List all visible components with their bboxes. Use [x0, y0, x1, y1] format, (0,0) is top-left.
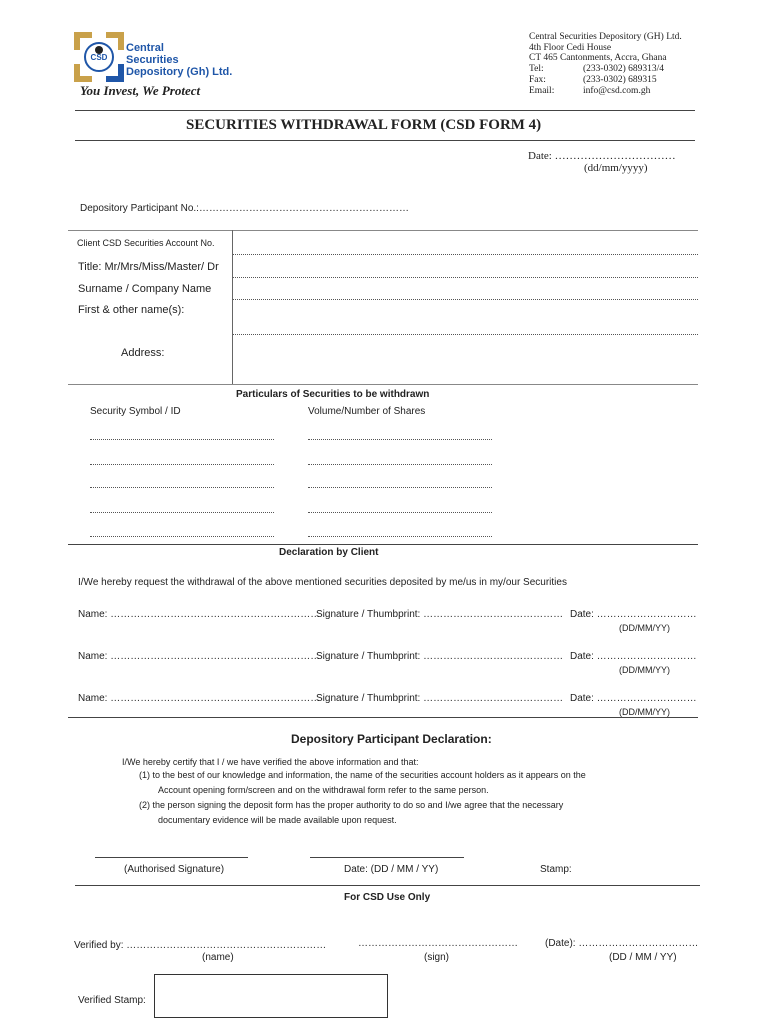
col-volume: Volume/Number of Shares [308, 406, 426, 417]
first-names-input[interactable] [232, 334, 698, 335]
security-row-4-symbol[interactable] [90, 512, 274, 513]
form-title: SECURITIES WITHDRAWAL FORM (CSD FORM 4) [186, 117, 542, 133]
dp-declaration-item-2b: documentary evidence will be made available upon request. [158, 815, 397, 825]
security-row-3-volume[interactable] [308, 487, 492, 488]
header-divider [75, 110, 695, 111]
dp-number-field[interactable]: Depository Participant No.:……………………………………………………… [80, 203, 409, 214]
fax-label: Fax: [529, 74, 546, 85]
client-1-name[interactable]: Name: ……………………………………………………… [78, 609, 321, 620]
verified-date-format: (DD / MM / YY) [609, 952, 677, 963]
logo-mark: CSD [90, 53, 108, 62]
verified-stamp-label: Verified Stamp: [78, 995, 146, 1006]
email-value: info@csd.com.gh [583, 85, 651, 96]
logo-line3: Depository (Gh) Ltd. [126, 66, 233, 78]
client-1-date[interactable]: Date: ………………………… [570, 609, 697, 620]
title-divider [75, 140, 695, 141]
form-column-divider [232, 230, 233, 384]
client-2-date[interactable]: Date: ………………………… [570, 651, 697, 662]
contact-address: CT 465 Cantonments, Accra, Ghana [529, 53, 667, 64]
security-row-2-symbol[interactable] [90, 464, 274, 465]
dp-declaration-item-2a: (2) the person signing the deposit form has the proper authority to do so and I/we agree that the necessary [139, 800, 564, 810]
address-label: Address: [121, 347, 165, 359]
first-names-label: First & other name(s): [78, 304, 185, 316]
form-date[interactable]: Date: …………………………… [528, 150, 676, 162]
dp-date-label: Date: (DD / MM / YY) [344, 864, 439, 875]
client-3-date[interactable]: Date: ………………………… [570, 693, 697, 704]
verified-by-field[interactable]: Verified by: …………………………………………………… [74, 940, 327, 951]
contact-block [529, 32, 682, 96]
logo-line1: Central [126, 42, 164, 54]
dp-declaration-item-1a: (1) to the best of our knowledge and information, the name of the securities account holders as it appears on the [139, 770, 586, 780]
email-label: Email: [529, 85, 555, 96]
dp-date-line[interactable] [310, 857, 464, 858]
surname-input[interactable] [232, 299, 698, 300]
csd-use-heading: For CSD Use Only [344, 892, 431, 903]
securities-heading: Particulars of Securities to be withdrawn [236, 389, 430, 400]
security-row-5-symbol[interactable] [90, 536, 274, 537]
client-2-date-format: (DD/MM/YY) [619, 665, 670, 675]
logo-line2: Securities [126, 54, 179, 66]
title-input[interactable] [232, 277, 698, 278]
client-account-input[interactable] [232, 254, 698, 255]
client-3-date-format: (DD/MM/YY) [619, 707, 670, 717]
declaration-bottom [68, 717, 698, 718]
section-divider [68, 230, 698, 231]
auth-signature-label: (Authorised Signature) [124, 864, 225, 875]
contact-company: Central Securities Depository (GH) Ltd. [529, 32, 682, 42]
dp-stamp-label: Stamp: [540, 864, 572, 875]
surname-label: Surname / Company Name [78, 283, 212, 295]
dp-declaration-heading: Depository Participant Declaration: [291, 732, 492, 746]
tagline: You Invest, We Protect [80, 83, 201, 98]
declaration-heading: Declaration by Client [279, 547, 379, 558]
client-1-date-format: (DD/MM/YY) [619, 623, 670, 633]
form-date-format: (dd/mm/yyyy) [584, 162, 648, 174]
security-row-2-volume[interactable] [308, 464, 492, 465]
security-row-4-volume[interactable] [308, 512, 492, 513]
verified-by-name-label: (name) [202, 952, 234, 963]
tel-value: (233-0302) 689313/4 [583, 64, 665, 75]
dp-declaration-item-1b: Account opening form/screen and on the withdrawal form refer to the same person. [158, 785, 489, 795]
dp-declaration-intro: I/We hereby certify that I / we have verified the above information and that: [122, 757, 419, 767]
client-account-label: Client CSD Securities Account No. [77, 238, 215, 248]
client-2-signature[interactable]: Signature / Thumbprint: …………………………………… [316, 651, 564, 662]
title-label: Title: Mr/Mrs/Miss/Master/ Dr [78, 261, 219, 273]
verified-sign-field[interactable]: ………………………………………… [358, 938, 518, 949]
csd-logo [70, 28, 128, 86]
dp-declaration-bottom [75, 885, 700, 886]
declaration-text: I/We hereby request the withdrawal of the above mentioned securities deposited by me/us in my/our Securities [78, 577, 567, 588]
col-security-symbol: Security Symbol / ID [90, 406, 181, 417]
tel-label: Tel: [529, 64, 544, 75]
address-bottom [68, 384, 698, 385]
fax-value: (233-0302) 689315 [583, 74, 657, 85]
security-row-1-volume[interactable] [308, 439, 492, 440]
verified-date-field[interactable]: (Date): ……………………………… [545, 938, 699, 949]
client-3-name[interactable]: Name: ……………………………………………………… [78, 693, 321, 704]
auth-signature-line[interactable] [95, 857, 248, 858]
verified-sign-label: (sign) [424, 952, 450, 963]
security-row-5-volume[interactable] [308, 536, 492, 537]
client-2-name[interactable]: Name: ……………………………………………………… [78, 651, 321, 662]
client-1-signature[interactable]: Signature / Thumbprint: …………………………………… [316, 609, 564, 620]
verified-stamp-box[interactable] [154, 974, 388, 1018]
security-row-1-symbol[interactable] [90, 439, 274, 440]
security-row-3-symbol[interactable] [90, 487, 274, 488]
contact-floor: 4th Floor Cedi House [529, 42, 612, 53]
client-3-signature[interactable]: Signature / Thumbprint: …………………………………… [316, 693, 564, 704]
securities-bottom [68, 544, 698, 545]
